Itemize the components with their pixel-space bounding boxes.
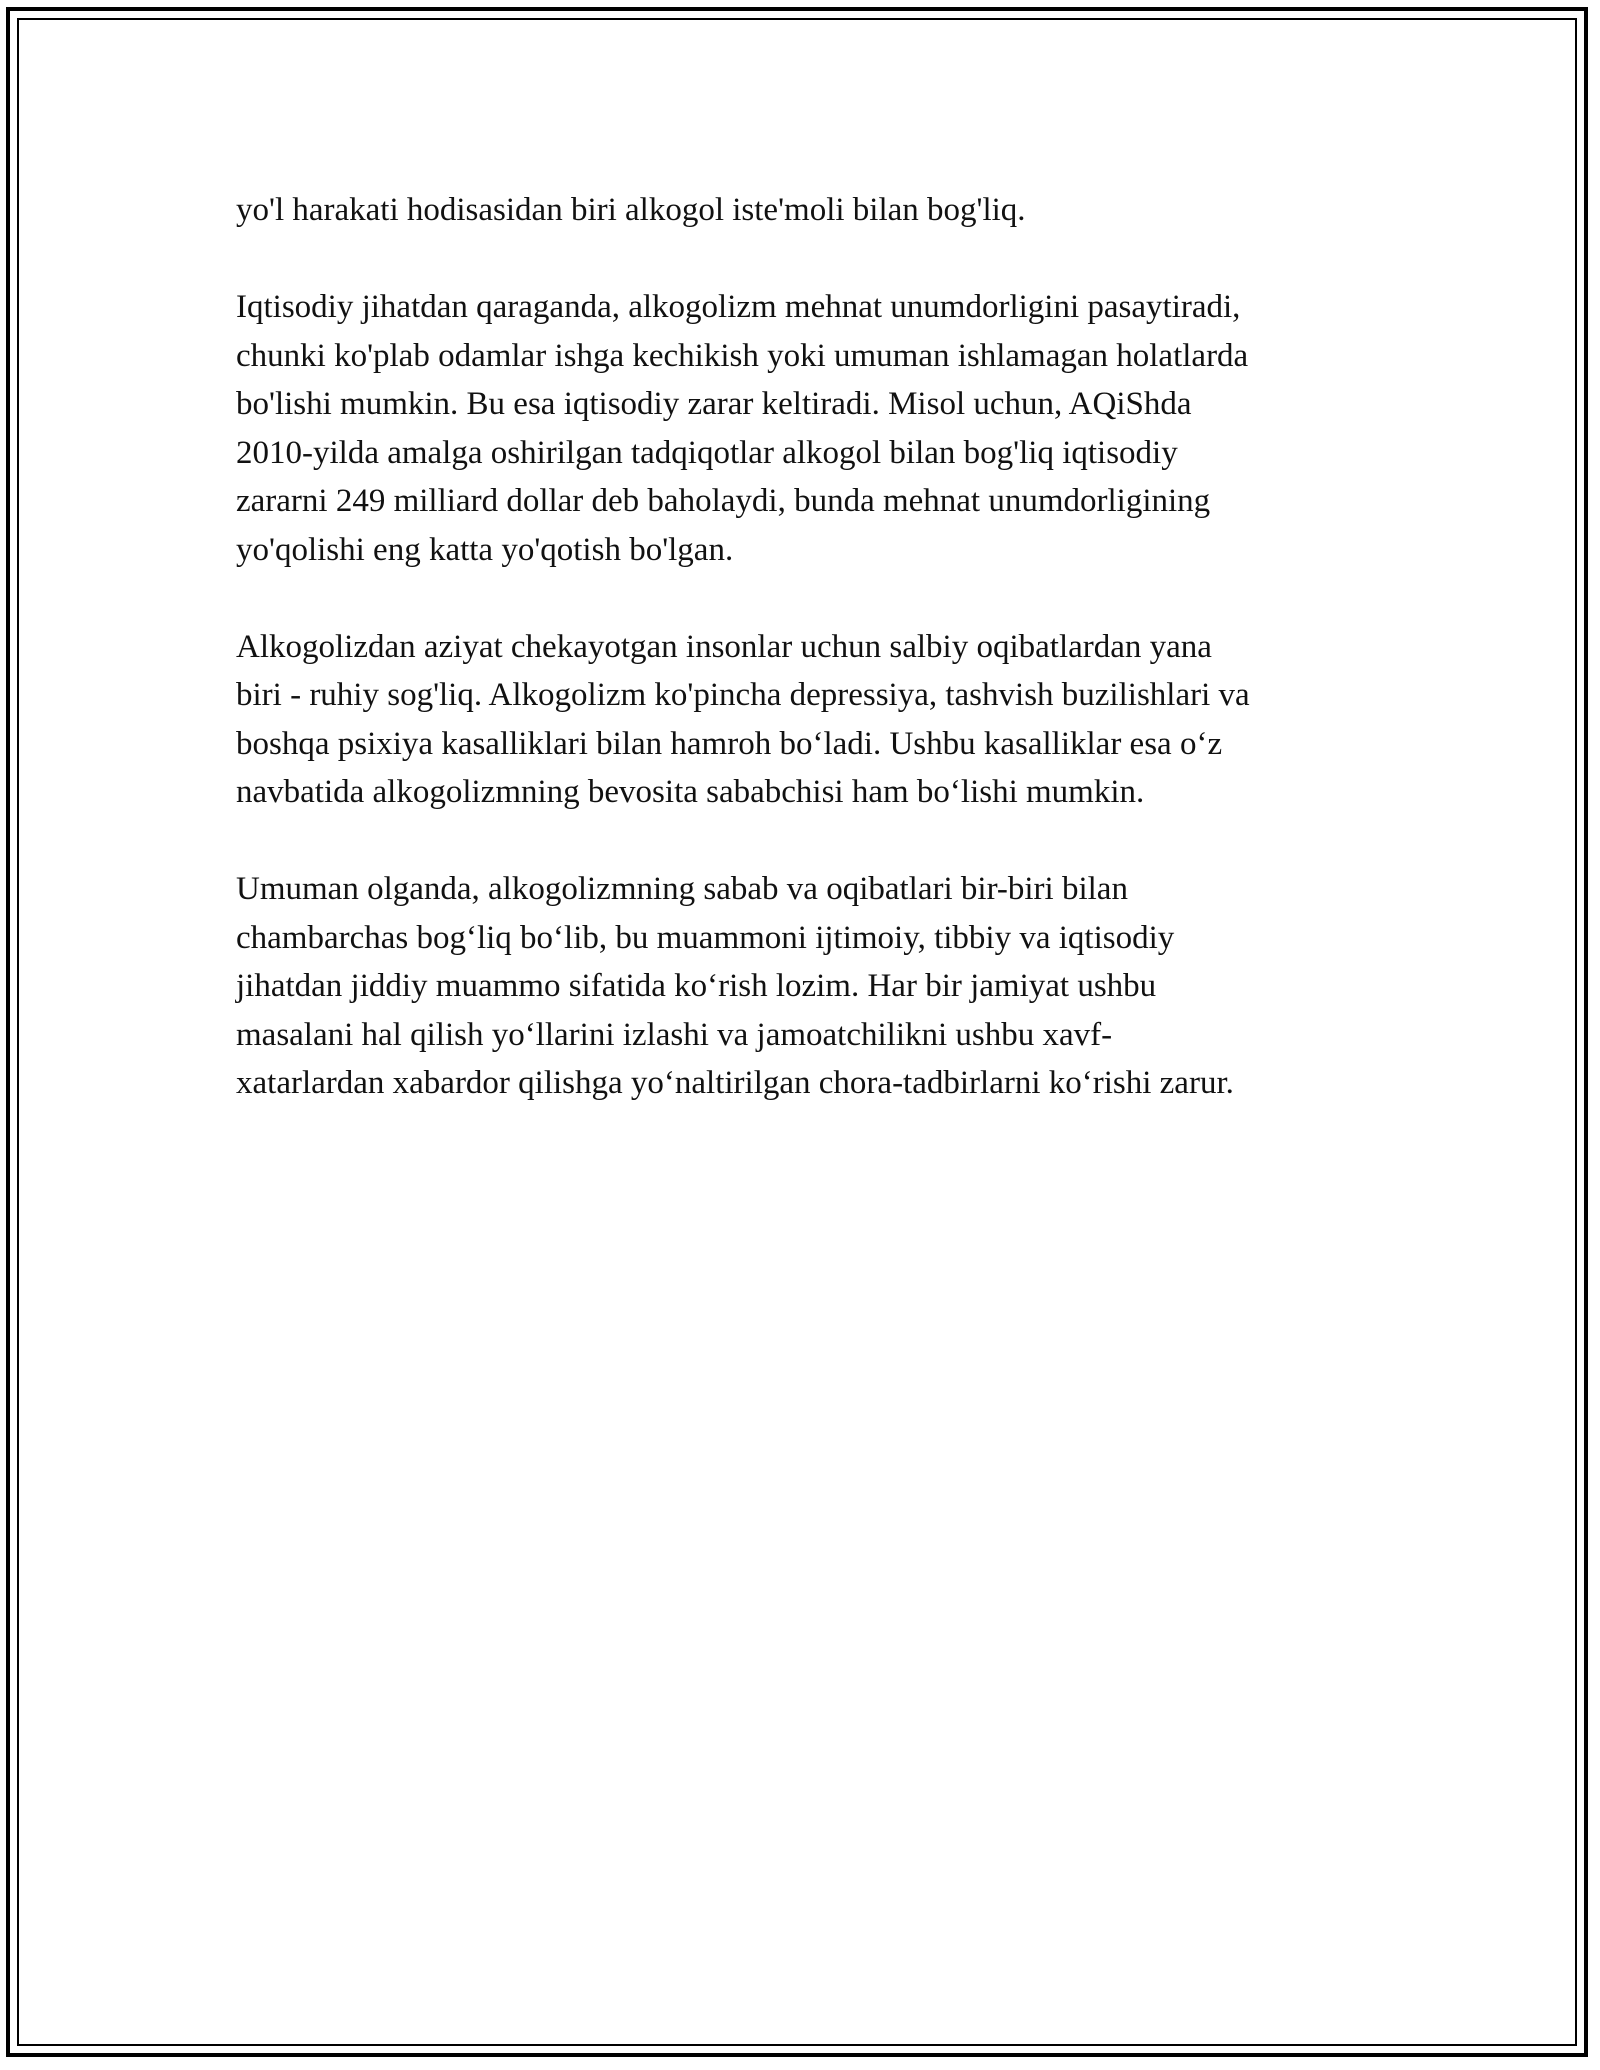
text-line: Alkogolizdan aziyat chekayotgan insonlar uchun salbiy oqibatlardan yana xyxy=(236,628,1212,665)
paragraph-1 xyxy=(236,186,1376,235)
text-line: navbatida alkogolizmning bevosita sababchisi ham bo‘lishi mumkin. xyxy=(236,774,1145,810)
document-body xyxy=(236,186,1376,1156)
paragraph-3 xyxy=(236,623,1376,817)
paragraph-4 xyxy=(236,865,1376,1108)
text-line: biri - ruhiy sog'liq. Alkogolizm ko'pincha depressiya, tashvish buzilishlari va xyxy=(236,677,1250,713)
text-line: 2010-yilda amalga oshirilgan tadqiqotlar alkogol bilan bog'liq iqtisodiy xyxy=(236,434,1178,471)
text-line: boshqa psixiya kasalliklari bilan hamroh bo‘ladi. Ushbu kasalliklar esa o‘z xyxy=(236,725,1223,762)
paragraph-2 xyxy=(236,283,1376,574)
text-line: masalani hal qilish yo‘llarini izlashi va jamoatchilikni ushbu xavf- xyxy=(236,1016,1113,1053)
text-line: chambarchas bog‘liq bo‘lib, bu muammoni ijtimoiy, tibbiy va iqtisodiy xyxy=(236,919,1175,956)
text-line: Umuman olganda, alkogolizmning sabab va oqibatlari bir-biri bilan xyxy=(236,871,1128,907)
text-line: yo'qolishi eng katta yo'qotish bo'lgan. xyxy=(236,531,734,568)
text-line: jihatdan jiddiy muammo sifatida ko‘rish lozim. Har bir jamiyat ushbu xyxy=(236,968,1157,1004)
text-line: chunki ko'plab odamlar ishga kechikish yoki umuman ishlamagan holatlarda xyxy=(236,337,1249,374)
text-line: xatarlardan xabardor qilishga yo‘naltirilgan chora-tadbirlarni ko‘rishi zarur. xyxy=(236,1065,1234,1101)
text-line: Iqtisodiy jihatdan qaraganda, alkogolizm mehnat unumdorligini pasaytiradi, xyxy=(236,289,1241,325)
text-line: yo'l harakati hodisasidan biri alkogol iste'moli bilan bog'liq. xyxy=(236,192,1026,228)
text-line: zararni 249 milliard dollar deb baholaydi, bunda mehnat unumdorligining xyxy=(236,483,1211,519)
text-line: bo'lishi mumkin. Bu esa iqtisodiy zarar keltiradi. Misol uchun, AQiShda xyxy=(236,386,1192,422)
